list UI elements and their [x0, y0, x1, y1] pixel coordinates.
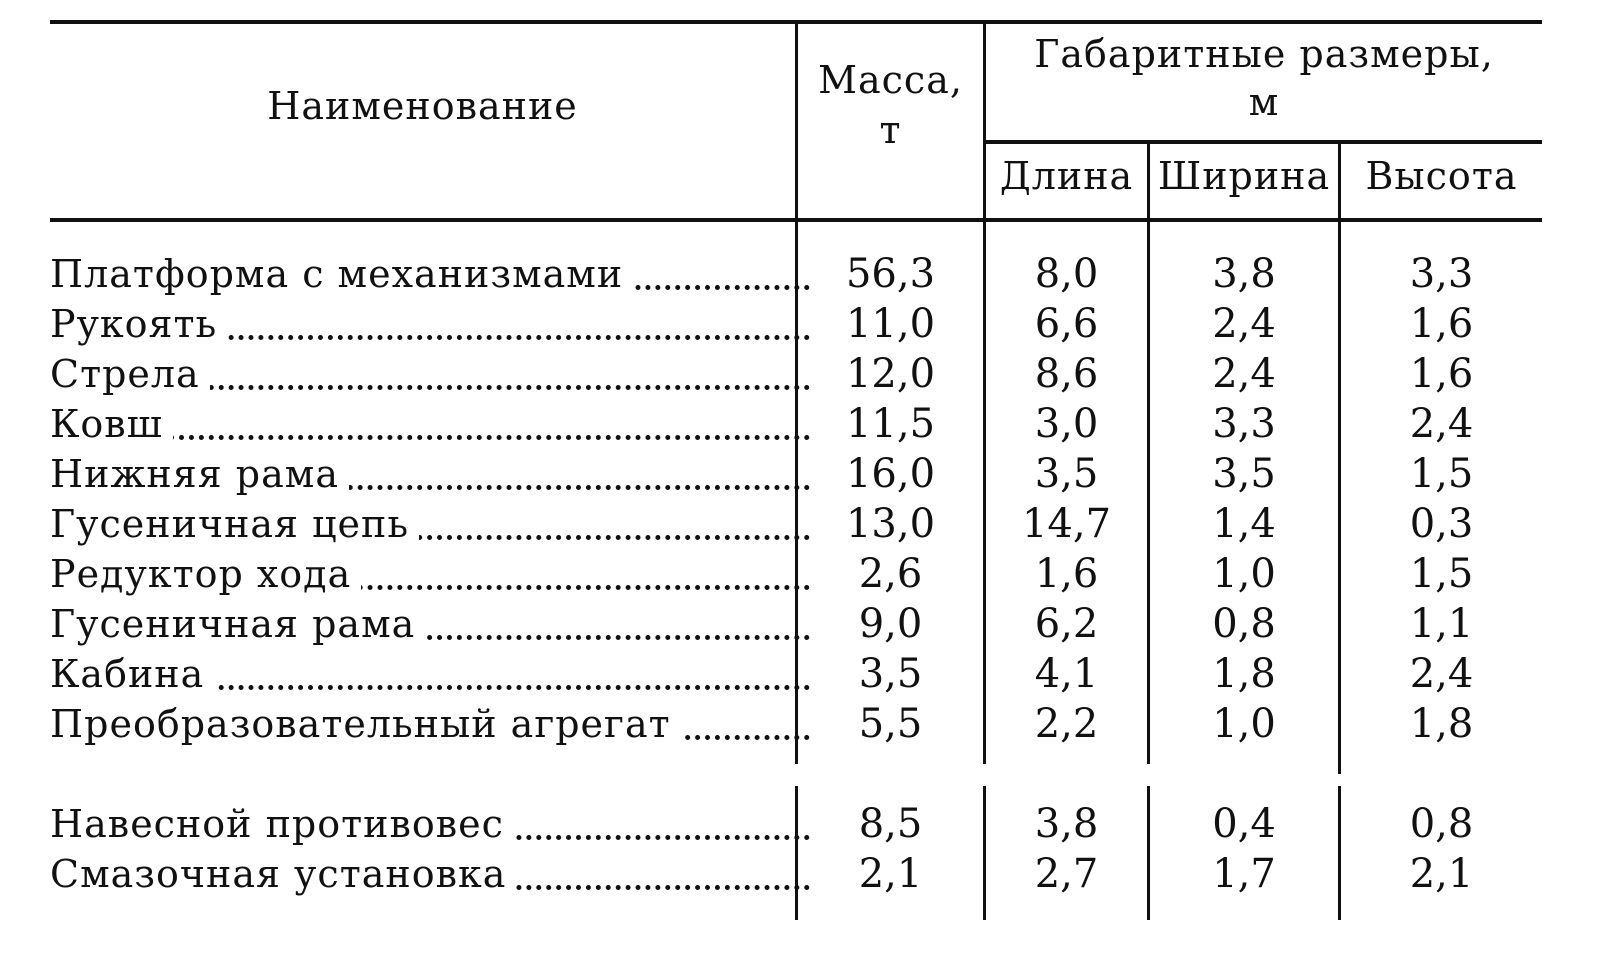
row-width: 3,5	[1212, 451, 1276, 497]
header-mass-line2: т	[879, 108, 902, 152]
row-length: 3,8	[1034, 801, 1099, 847]
row-name: Смазочная установка	[50, 850, 810, 898]
header-mass-line1: Масса,	[818, 58, 963, 102]
row-height: 3,3	[1409, 251, 1474, 297]
row-width: 1,4	[1212, 501, 1276, 547]
row-width: 1,7	[1212, 851, 1276, 897]
row-name: Платформа с механизмами	[50, 250, 810, 298]
header-width: Ширина	[1157, 154, 1331, 198]
row-name: Редуктор хода	[50, 550, 810, 598]
row-width: 3,3	[1212, 401, 1276, 447]
row-name: Ковш	[50, 400, 810, 448]
row-width: 1,0	[1212, 551, 1276, 597]
row-name: Навесной противовес	[50, 800, 810, 848]
row-height: 2,1	[1409, 851, 1474, 897]
row-name: Нижняя рама	[50, 450, 810, 498]
row-mass: 9,0	[858, 601, 923, 647]
row-height: 1,6	[1409, 301, 1474, 347]
row-length: 3,5	[1034, 451, 1099, 497]
row-width: 3,8	[1212, 251, 1276, 297]
row-name: Гусеничная рама	[50, 600, 810, 648]
row-height: 1,5	[1409, 451, 1474, 497]
dims-subrule	[985, 140, 1542, 144]
row-length: 8,0	[1034, 251, 1099, 297]
row-height: 0,8	[1409, 801, 1474, 847]
row-length: 2,2	[1034, 701, 1099, 747]
row-length: 2,7	[1034, 851, 1099, 897]
row-length: 3,0	[1034, 401, 1099, 447]
row-name: Рукоять	[50, 300, 810, 348]
row-height: 1,1	[1409, 601, 1474, 647]
row-mass: 2,6	[858, 551, 923, 597]
row-mass: 5,5	[858, 701, 923, 747]
row-height: 0,3	[1409, 501, 1474, 547]
row-length: 6,2	[1034, 601, 1099, 647]
row-length: 1,6	[1034, 551, 1099, 597]
header-height: Высота	[1365, 154, 1518, 198]
row-mass: 11,5	[845, 401, 936, 447]
row-height: 1,8	[1409, 701, 1474, 747]
row-height: 2,4	[1409, 651, 1474, 697]
row-mass: 56,3	[845, 251, 936, 297]
row-mass: 13,0	[845, 501, 936, 547]
row-width: 2,4	[1212, 301, 1276, 347]
row-width: 1,0	[1212, 701, 1276, 747]
row-width: 0,4	[1212, 801, 1276, 847]
row-name: Стрела	[50, 350, 810, 398]
row-mass: 12,0	[845, 351, 936, 397]
row-length: 8,6	[1034, 351, 1099, 397]
row-mass: 16,0	[845, 451, 936, 497]
header-length: Длина	[999, 154, 1134, 198]
header-dims-line2: м	[1248, 80, 1280, 124]
row-mass: 11,0	[845, 301, 936, 347]
row-mass: 2,1	[858, 851, 923, 897]
row-length: 14,7	[1021, 501, 1112, 547]
row-name: Преобразовательный агрегат	[50, 700, 810, 748]
row-width: 2,4	[1212, 351, 1276, 397]
row-name: Кабина	[50, 650, 810, 698]
row-height: 1,6	[1409, 351, 1474, 397]
row-height: 1,5	[1409, 551, 1474, 597]
row-length: 6,6	[1034, 301, 1099, 347]
row-mass: 8,5	[858, 801, 923, 847]
header-name: Наименование	[267, 84, 578, 128]
header-dims-line1: Габаритные размеры,	[1034, 32, 1494, 76]
row-height: 2,4	[1409, 401, 1474, 447]
row-name: Гусеничная цепь	[50, 500, 810, 548]
row-width: 1,8	[1212, 651, 1276, 697]
row-length: 4,1	[1034, 651, 1099, 697]
row-width: 0,8	[1212, 601, 1276, 647]
row-mass: 3,5	[858, 651, 923, 697]
